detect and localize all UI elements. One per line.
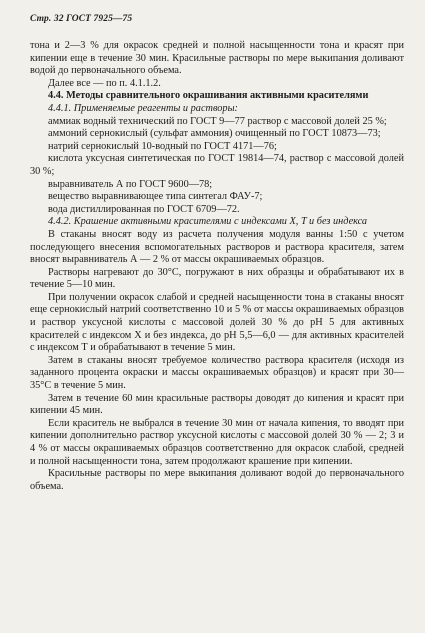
subsection-heading-4-4-2: 4.4.2. Крашение активными красителями с индексами X, T и без индекса bbox=[48, 216, 368, 228]
reagent-item: вода дистиллированная по ГОСТ 6709—72. bbox=[48, 203, 240, 215]
document-body bbox=[30, 40, 404, 493]
page-header: Стр. 32 ГОСТ 7925—75 bbox=[30, 14, 133, 24]
paragraph: В стаканы вносят воду из расчета получения модуля ванны 1:50 с учетом последующего внесения вспомогательных растворов и раствора красителя, затем вносят выравниватель А — 2 % от массы окрашиваемых образцов. bbox=[30, 228, 404, 266]
subsection-heading-4-4-1: 4.4.1. Применяемые реагенты и растворы: bbox=[48, 102, 238, 114]
reagent-item: аммоний сернокислый (сульфат аммония) очищенный по ГОСТ 10873—73; bbox=[48, 128, 381, 140]
paragraph: При получении окрасок слабой и средней насыщенности тона в стаканы вносят еще сернокислый натрий соответственно 10 и 5 % от массы окрашиваемых образцов и раствор уксусной кислоты с массовой долей 30 % до рН 5 для активных красителей с индексом X и без индекса, до рН 5,5—6,0 — для активных красителей с индексом Т и обрабатывают в течение 5 мин. bbox=[30, 291, 404, 354]
paragraph: Красильные растворы по мере выкипания доливают водой до первоначального объема. bbox=[30, 468, 404, 492]
paragraph-reference: Далее все — по п. 4.1.1.2. bbox=[48, 77, 161, 89]
paragraph: Растворы нагревают до 30°С, погружают в них образцы и обрабатывают их в течение 5—10 мин. bbox=[30, 266, 404, 291]
reagent-item: выравниватель А по ГОСТ 9600—78; bbox=[48, 178, 213, 190]
reagent-item: аммиак водный технический по ГОСТ 9—77 раствор с массовой долей 25 %; bbox=[48, 115, 387, 127]
paragraph: Затем в стаканы вносят требуемое количество раствора красителя (исходя из заданного процента окраски и массы окрашиваемых образцов) и красят при 30—35°С в течение 5 мин. bbox=[30, 354, 404, 392]
paragraph-continuation: тона и 2—3 % для окрасок средней и полной насыщенности тона и красят при кипении еще в течение 30 мин. Красильные растворы по мере выкипания доливают водой до первоначального объема. bbox=[30, 40, 404, 77]
reagent-item: вещество выравнивающее типа синтегал ФАУ-7; bbox=[48, 191, 263, 203]
paragraph: Если краситель не выбрался в течение 30 мин от начала кипения, то вводят при кипении дополнительно раствор уксусной кислоты с массовой долей 30 % — 2; 3 и 4 % от массы окрашиваемых образцов соответственно для окрасок слабой, средней и полной насыщенности тона, затем продолжают крашение при кипении. bbox=[30, 417, 404, 467]
section-heading-4-4: 4.4. Методы сравнительного окрашивания активными красителями bbox=[48, 90, 369, 102]
reagent-item: натрий сернокислый 10-водный по ГОСТ 4171—76; bbox=[48, 140, 277, 152]
paragraph: Затем в течение 60 мин красильные растворы доводят до кипения и красят при кипении 45 мин. bbox=[30, 392, 404, 417]
reagent-item: кислота уксусная синтетическая по ГОСТ 19814—74, раствор с массовой долей 30 %; bbox=[30, 153, 404, 177]
